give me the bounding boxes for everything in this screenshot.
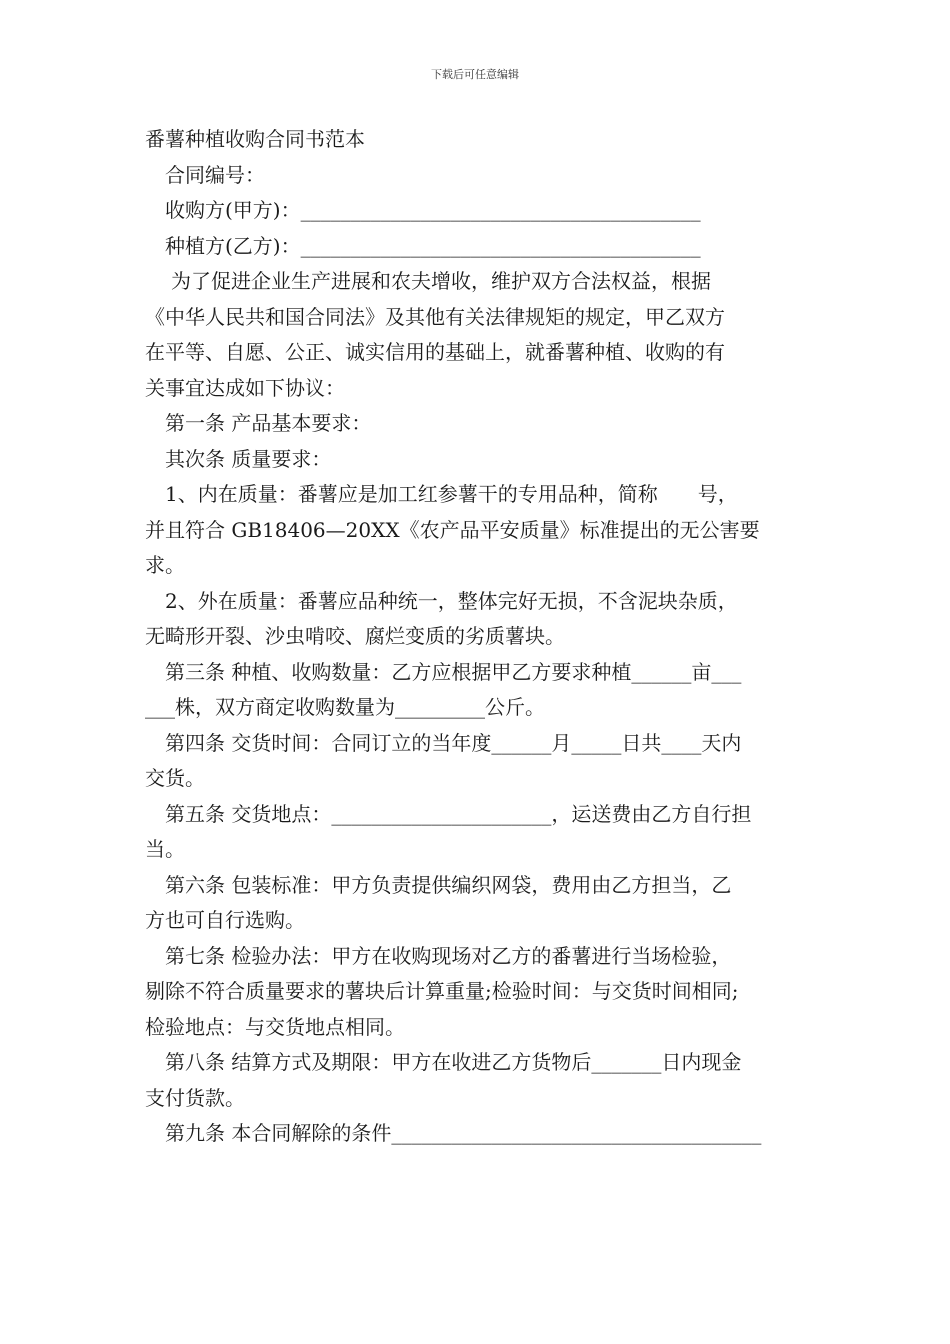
article-7-line-3: 检验地点：与交货地点相同。: [145, 1014, 405, 1039]
article-8-line-2: 支付货款。: [145, 1085, 245, 1110]
quality-2-line-2: 无畸形开裂、沙虫啃咬、腐烂变质的劣质薯块。: [145, 624, 565, 648]
article-3-line-2: ___株，双方商定收购数量为_________公斤。: [145, 695, 545, 719]
party-b-line: 种植方(乙方)：________________________________________: [165, 233, 701, 258]
contract-document: [145, 122, 815, 1152]
article-5-line-1: 第五条 交货地点：______________________，运送费由乙方自行担: [165, 801, 752, 826]
intro-line-4: 关事宜达成如下协议：: [145, 375, 345, 400]
article-2: 其次条 质量要求：: [165, 446, 332, 471]
article-9: 第九条 本合同解除的条件_____________________________________: [165, 1121, 762, 1145]
article-1: 第一条 产品基本要求：: [165, 411, 372, 435]
quality-2-line-1: 2、外在质量：番薯应品种统一，整体完好无损，不含泥块杂质，: [165, 588, 738, 613]
article-3-line-1: 第三条 种植、收购数量：乙方应根据甲乙方要求种植______亩___: [165, 659, 742, 684]
article-6-line-1: 第六条 包装标准：甲方负责提供编织网袋，费用由乙方担当，乙: [165, 872, 732, 897]
article-7-line-1: 第七条 检验办法：甲方在收购现场对乙方的番薯进行当场检验，: [165, 943, 732, 968]
page-header: 下载后可任意编辑: [431, 68, 519, 81]
quality-1-line-1: 1、内在质量：番薯应是加工红参薯干的专用品种，简称 号，: [165, 482, 738, 506]
article-4-line-2: 交货。: [145, 766, 205, 790]
article-4-line-1: 第四条 交货时间：合同订立的当年度______月_____日共____天内: [165, 730, 742, 755]
intro-line-1: 为了促进企业生产进展和农夫增收，维护双方合法权益，根据: [171, 269, 711, 293]
intro-line-2: 《中华人民共和国合同法》及其他有关法律规矩的规定，甲乙双方: [145, 304, 725, 329]
article-5-line-2: 当。: [145, 837, 185, 861]
article-7-line-2: 剔除不符合质量要求的薯块后计算重量;检验时间：与交货时间相同;: [145, 979, 739, 1003]
article-8-line-1: 第八条 结算方式及期限：甲方在收进乙方货物后_______日内现金: [165, 1050, 742, 1074]
contract-number: 合同编号：: [165, 162, 265, 187]
quality-1-line-3: 求。: [145, 553, 185, 577]
party-a-line: 收购方(甲方)：________________________________________: [165, 198, 701, 222]
quality-1-line-2: 并且符合 GB18406—20XX《农产品平安质量》标准提出的无公害要: [145, 517, 760, 542]
intro-line-3: 在平等、自愿、公正、诚实信用的基础上，就番薯种植、收购的有: [145, 340, 725, 364]
document-title: 番薯种植收购合同书范本: [145, 127, 365, 151]
article-6-line-2: 方也可自行选购。: [145, 908, 305, 932]
